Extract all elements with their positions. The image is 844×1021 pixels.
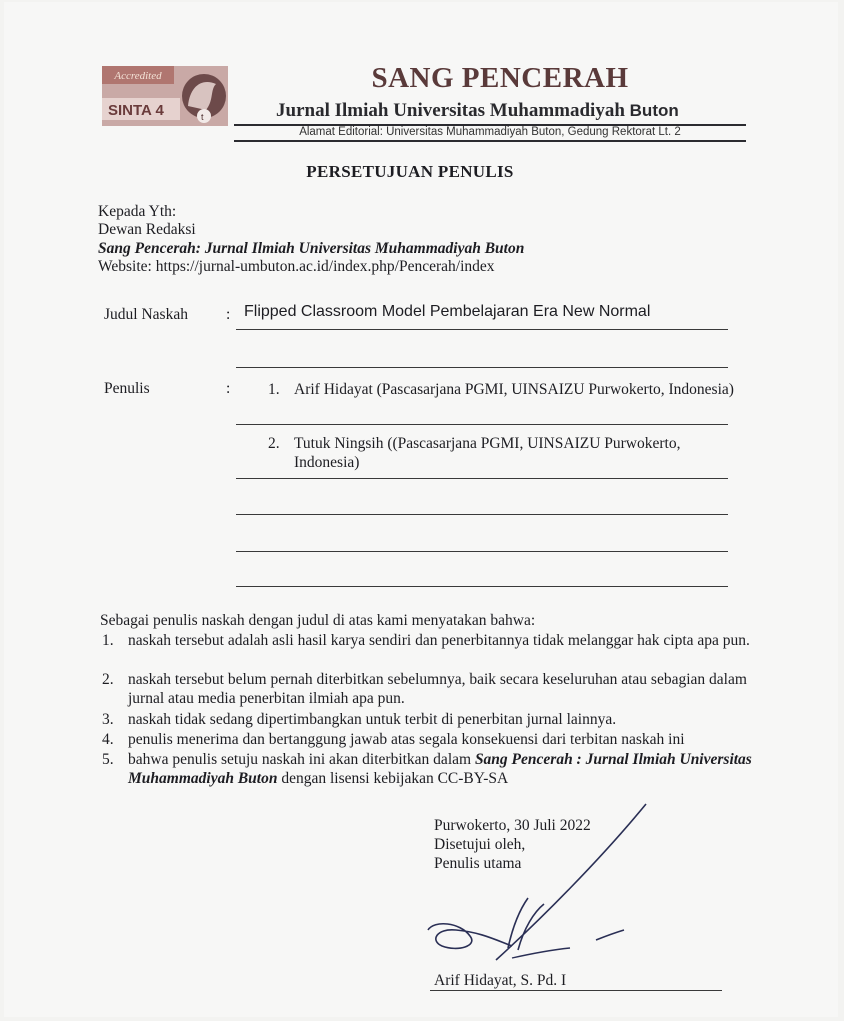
form-line	[236, 478, 728, 479]
recipient-website: Website: https://jurnal-umbuton.ac.id/index.php/Pencerah/index	[98, 258, 495, 275]
journal-subtitle-main: Jurnal Ilmiah Universitas Muhammadiyah	[276, 100, 625, 121]
logo-badge-text: SINTA 4	[108, 102, 164, 119]
statement-journal-emphasis: Sang Pencerah : Jurnal Ilmiah Universitas Muhammadiyah Buton	[128, 751, 752, 787]
manuscript-colon: :	[226, 306, 231, 323]
svg-text:t: t	[201, 112, 204, 122]
handwritten-signature	[400, 800, 660, 975]
statements-lead: Sebagai penulis naskah dengan judul di atas kami menyatakan bahwa:	[100, 612, 536, 629]
signature-approved-label: Disetujui oleh,	[434, 836, 526, 853]
editorial-address: Alamat Editorial: Universitas Muhammadiyah Buton, Gedung Rektorat Lt. 2	[299, 126, 681, 138]
statement-text-after: dengan lisensi kebijakan CC-BY-SA	[277, 770, 509, 787]
form-line	[236, 551, 728, 552]
author-text: Arif Hidayat (Pascasarjana PGMI, UINSAIZU Purwokerto, Indonesia)	[294, 381, 734, 398]
statement-number: 1.	[102, 632, 114, 649]
form-line	[236, 329, 728, 330]
authors-label: Penulis	[104, 380, 150, 397]
signature-rule	[430, 990, 722, 991]
journal-name: SANG PENCERAH	[371, 62, 629, 94]
author-number: 1.	[268, 381, 280, 398]
statement-text: naskah tersebut adalah asli hasil karya sendiri dan penerbitannya tidak melanggar hak cipta apa pun.	[128, 632, 750, 649]
logo-accredited-text: Accredited	[114, 70, 162, 82]
statement-text-before: bahwa penulis setuju naskah ini akan diterbitkan dalam	[128, 751, 475, 768]
statement-text: naskah tidak sedang dipertimbangkan untuk terbit di penerbitan jurnal lainnya.	[128, 711, 617, 728]
signature-role: Penulis utama	[434, 855, 522, 872]
statement-number: 4.	[102, 731, 114, 748]
statement-number: 2.	[102, 671, 114, 688]
form-line	[236, 514, 728, 515]
statement-text: naskah tersebut belum pernah diterbitkan sebelumnya, baik secara keseluruhan atau sebagian dalam jurnal atau media penerbitan ilmiah apa pun.	[128, 671, 747, 707]
journal-subtitle	[276, 100, 679, 122]
form-line	[236, 424, 728, 425]
signer-name: Arif Hidayat, S. Pd. I	[434, 972, 567, 989]
manuscript-title: Flipped Classroom Model Pembelajaran Era New Normal	[244, 303, 651, 320]
manuscript-label: Judul Naskah	[104, 306, 188, 323]
statement-number: 3.	[102, 711, 114, 728]
authors-colon: :	[226, 380, 231, 397]
author-text: Tutuk Ningsih ((Pascasarjana PGMI, UINSAIZU Purwokerto, Indonesia)	[294, 435, 681, 471]
recipient-line-2: Dewan Redaksi	[98, 221, 196, 238]
sinta-accreditation-logo	[102, 66, 228, 126]
recipient-line-1: Kepada Yth:	[98, 203, 177, 220]
signature-place-date: Purwokerto, 30 Juli 2022	[434, 817, 591, 834]
statement-number: 5.	[102, 751, 114, 768]
author-number: 2.	[268, 435, 280, 452]
document-title: PERSETUJUAN PENULIS	[306, 162, 514, 181]
form-line	[236, 367, 728, 368]
header-rule-bottom	[234, 140, 746, 142]
journal-subtitle-tail: Buton	[629, 101, 679, 120]
statement-text: penulis menerima dan bertanggung jawab atas segala konsekuensi dari terbitan naskah ini	[128, 731, 685, 748]
form-line	[236, 586, 728, 587]
recipient-journal: Sang Pencerah: Jurnal Ilmiah Universitas Muhammadiyah Buton	[98, 240, 525, 257]
statement-text	[128, 750, 758, 788]
